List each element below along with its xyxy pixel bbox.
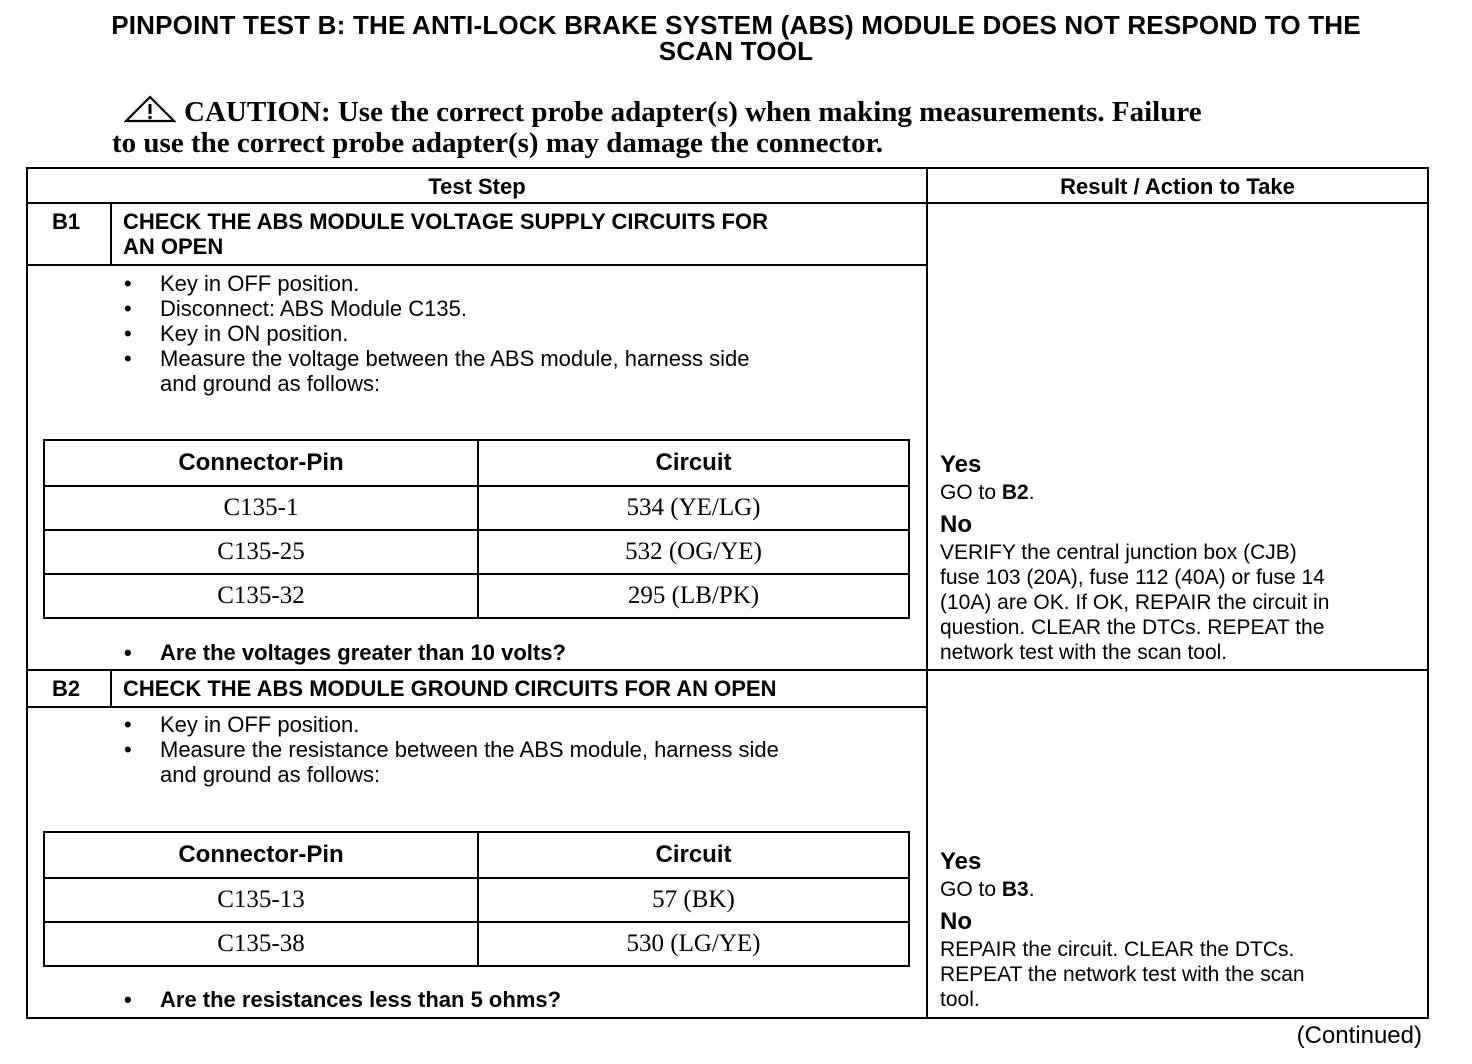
page-title [0,12,1472,64]
column-header-test-step: Test Step [428,174,526,199]
list-item: • Disconnect: ABS Module C135. [124,296,914,321]
list-item: • Key in ON position. [124,321,914,346]
table-row: C135-13 57 (BK) [44,878,909,922]
title-line-2: SCAN TOOL [658,36,814,66]
no-label: No [940,908,972,935]
b1-question: • Are the voltages greater than 10 volts? [124,640,566,665]
pin-table-header-connector: Connector-Pin [44,832,478,878]
list-item: • Key in OFF position. [124,271,914,296]
b2-id-divider [110,669,112,707]
no-action: REPAIR the circuit. CLEAR the DTCs. REPEAT the network test with the scan tool. [940,938,1305,1011]
b1-pin-table [43,439,910,619]
table-row: C135-25 532 (OG/YE) [44,530,909,574]
b1-instructions [124,271,914,396]
b2-result [940,847,1425,1012]
pin-table-header-circuit: Circuit [478,440,909,486]
step-id-b2: B2 [52,676,81,701]
step-heading-b2: CHECK THE ABS MODULE GROUND CIRCUITS FOR AN OPEN [123,676,777,701]
column-header-result: Result / Action to Take [1060,174,1295,199]
no-label: No [940,511,972,538]
b2-instructions [124,712,914,787]
yes-label: Yes [940,451,982,478]
warning-triangle-icon [124,95,176,123]
step-heading-b1: CHECK THE ABS MODULE VOLTAGE SUPPLY CIRCUITS FOR AN OPEN [123,209,768,259]
step-id-b1: B1 [52,209,81,234]
yes-action: GO to B3. [940,878,1035,901]
pin-table-header-circuit: Circuit [478,832,909,878]
header-divider [26,202,1429,204]
caution-line-2: to use the correct probe adapter(s) may damage the connector. [112,127,884,159]
pin-table-header-connector: Connector-Pin [44,440,478,486]
b1-heading-divider [26,264,928,266]
step-divider [26,669,1429,671]
table-row: C135-32 295 (LB/PK) [44,574,909,618]
no-action: VERIFY the central junction box (CJB) fuse 103 (20A), fuse 112 (40A) or fuse 14 (10A) are OK. If OK, REPAIR the circuit in question. CLEAR the DTCs. REPEAT the network test with the scan tool. [940,541,1330,664]
b1-id-divider [110,202,112,265]
yes-label: Yes [940,848,982,875]
list-item: • Key in OFF position. [124,712,914,737]
caution-note [112,95,1352,159]
table-row: C135-1 534 (YE/LG) [44,486,909,530]
b2-question: • Are the resistances less than 5 ohms? [124,987,561,1012]
caution-line-1: CAUTION: Use the correct probe adapter(s) when making measurements. Failure [184,96,1202,128]
title-line-1: PINPOINT TEST B: THE ANTI-LOCK BRAKE SYSTEM (ABS) MODULE DOES NOT RESPOND TO THE [111,10,1361,40]
b2-pin-table [43,831,910,967]
column-divider [926,167,928,1019]
yes-action: GO to B2. [940,481,1035,504]
continued-label: (Continued) [1296,1022,1422,1049]
b2-heading-divider [26,706,928,708]
b1-result [940,450,1425,665]
list-item: • Measure the voltage between the ABS module, harness side and ground as follows: [124,346,914,396]
table-row: C135-38 530 (LG/YE) [44,922,909,966]
list-item: • Measure the resistance between the ABS module, harness side and ground as follows: [124,737,914,787]
